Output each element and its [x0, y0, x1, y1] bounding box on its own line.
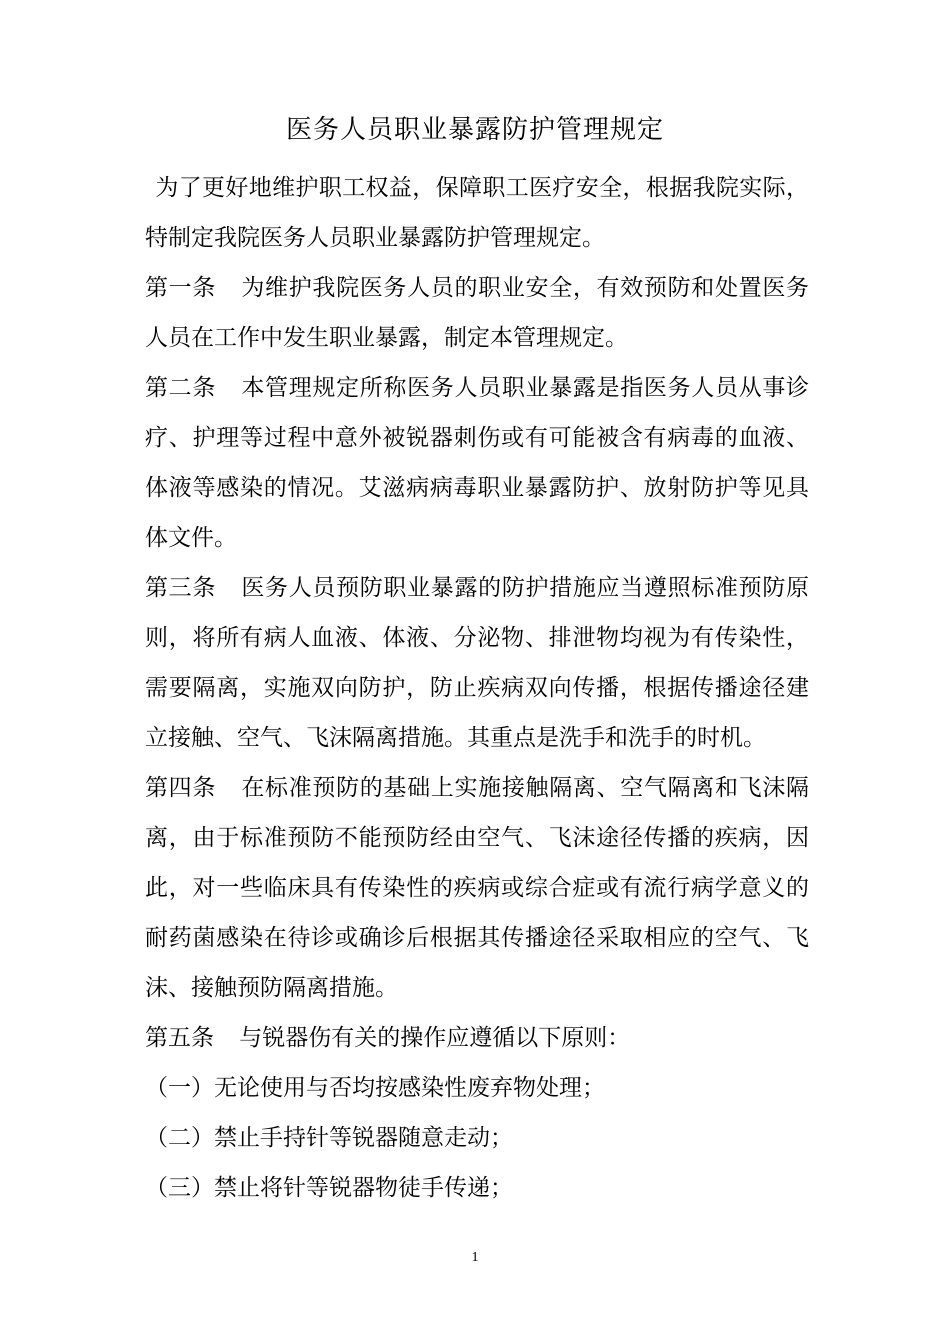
article-3 [145, 563, 809, 763]
document-body [145, 163, 809, 1213]
intro-paragraph: 为了更好地维护职工权益，保障职工医疗安全，根据我院实际，特制定我院医务人员职业暴露防护管理规定。 [145, 175, 809, 251]
article-3-text: 医务人员预防职业暴露的防护措施应当遵照标准预防原则，将所有病人血液、体液、分泌物、排泄物均视为有传染性，需要隔离，实施双向防护，防止疾病双向传播，根据传播途径建立接触、空气、飞沫隔离措施。其重点是洗手和洗手的时机。 [145, 575, 810, 751]
article-1-heading: 第一条 [145, 275, 217, 301]
article-5-text: 与锐器伤有关的操作应遵循以下原则： [239, 1025, 631, 1051]
article-2 [145, 363, 809, 563]
list-item-2: （二）禁止手持针等锐器随意走动； [145, 1125, 513, 1151]
document-title: 医务人员职业暴露防护管理规定 [285, 115, 664, 145]
article-4 [145, 763, 809, 1013]
article-1-text: 为维护我院医务人员的职业安全，有效预防和处置医务人员在工作中发生职业暴露，制定本管理规定。 [145, 275, 810, 351]
list-item-3: （三）禁止将针等锐器物徒手传递； [145, 1175, 513, 1201]
article-5 [145, 1013, 809, 1063]
article-4-text: 在标准预防的基础上实施接触隔离、空气隔离和飞沫隔离，由于标准预防不能预防经由空气、飞沫途径传播的疾病，因此，对一些临床具有传染性的疾病或综合症或有流行病学意义的耐药菌感染在待诊或确诊后根据其传播途径采取相应的空气、飞沫、接触预防隔离措施。 [145, 775, 810, 1001]
article-4-heading: 第四条 [145, 775, 217, 801]
page-number: 1 [471, 1250, 479, 1265]
article-1 [145, 263, 809, 363]
article-2-heading: 第二条 [145, 375, 217, 401]
article-3-heading: 第三条 [145, 575, 217, 601]
list-item-1: （一）无论使用与否均按感染性废弃物处理； [145, 1075, 605, 1101]
article-2-text: 本管理规定所称医务人员职业暴露是指医务人员从事诊疗、护理等过程中意外被锐器刺伤或有可能被含有病毒的血液、体液等感染的情况。艾滋病病毒职业暴露防护、放射防护等见具体文件。 [145, 375, 810, 551]
article-5-heading: 第五条 [145, 1025, 214, 1051]
